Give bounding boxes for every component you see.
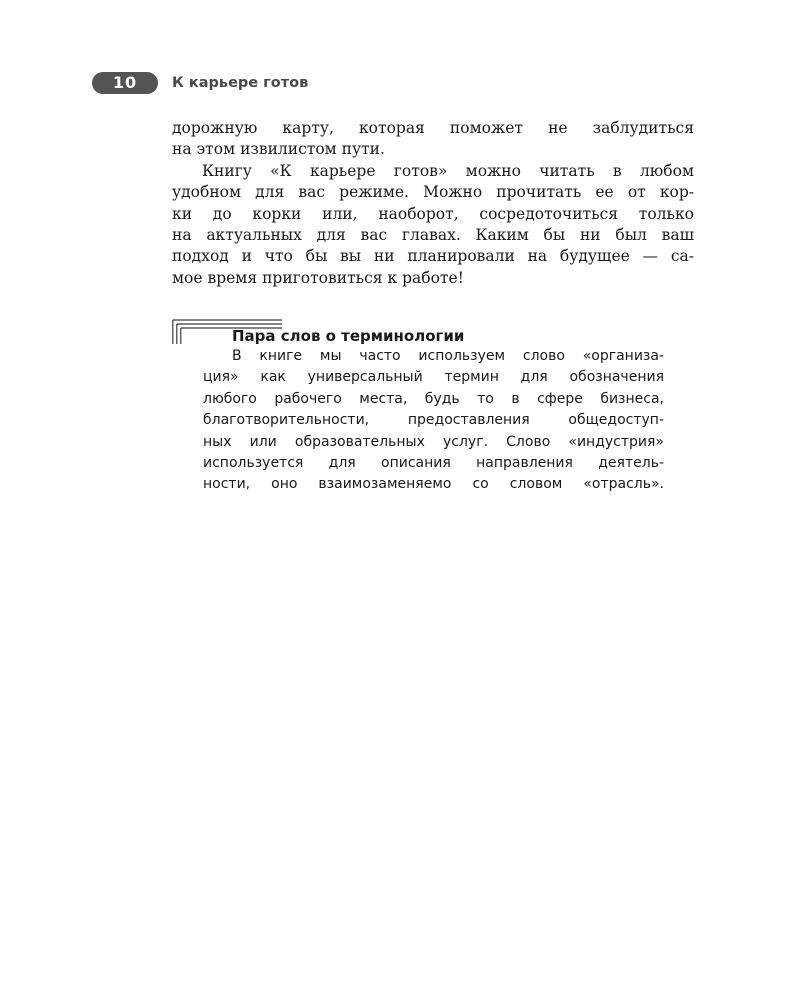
body-line: дорожную карту, которая поможет не заблудиться <box>172 119 694 137</box>
sidebar-line: ности, оно взаимозаменяемо со словом «отрасль». <box>203 476 664 493</box>
body-text <box>172 118 694 289</box>
running-header-title: К карьере готов <box>172 75 309 91</box>
body-line: ки до корки или, наоборот, сосредоточиться только <box>172 204 694 223</box>
sidebar-line: ция» как универсальный термин для обозначения <box>203 369 664 386</box>
sidebar-title: Пара слов о терминологии <box>232 327 465 345</box>
body-line: Книгу «К карьере готов» можно читать в любом <box>202 161 694 180</box>
sidebar-line: используется для описания направления деятель- <box>203 455 664 472</box>
sidebar-line: В книге мы часто используем слово «организа- <box>232 348 664 364</box>
page-number-badge <box>92 72 158 94</box>
sidebar-line: благотворительности, предоставления общедоступ- <box>203 412 664 429</box>
terminology-sidebar <box>172 318 672 498</box>
body-line: на этом извилистом пути. <box>172 140 385 159</box>
body-line: мое время приготовиться к работе! <box>172 268 464 287</box>
body-line: удобном для вас режиме. Можно прочитать ее от кор- <box>172 183 694 202</box>
sidebar-line: любого рабочего места, будь то в сфере бизнеса, <box>203 390 664 407</box>
sidebar-line: ных или образовательных услуг. Слово «индустрия» <box>203 433 664 450</box>
page-number: 10 <box>112 73 138 92</box>
body-line: на актуальных для вас главах. Каким бы ни был ваш <box>172 226 694 245</box>
body-line: подход и что бы вы ни планировали на будущее — са- <box>172 247 694 266</box>
sidebar-text <box>203 346 664 496</box>
